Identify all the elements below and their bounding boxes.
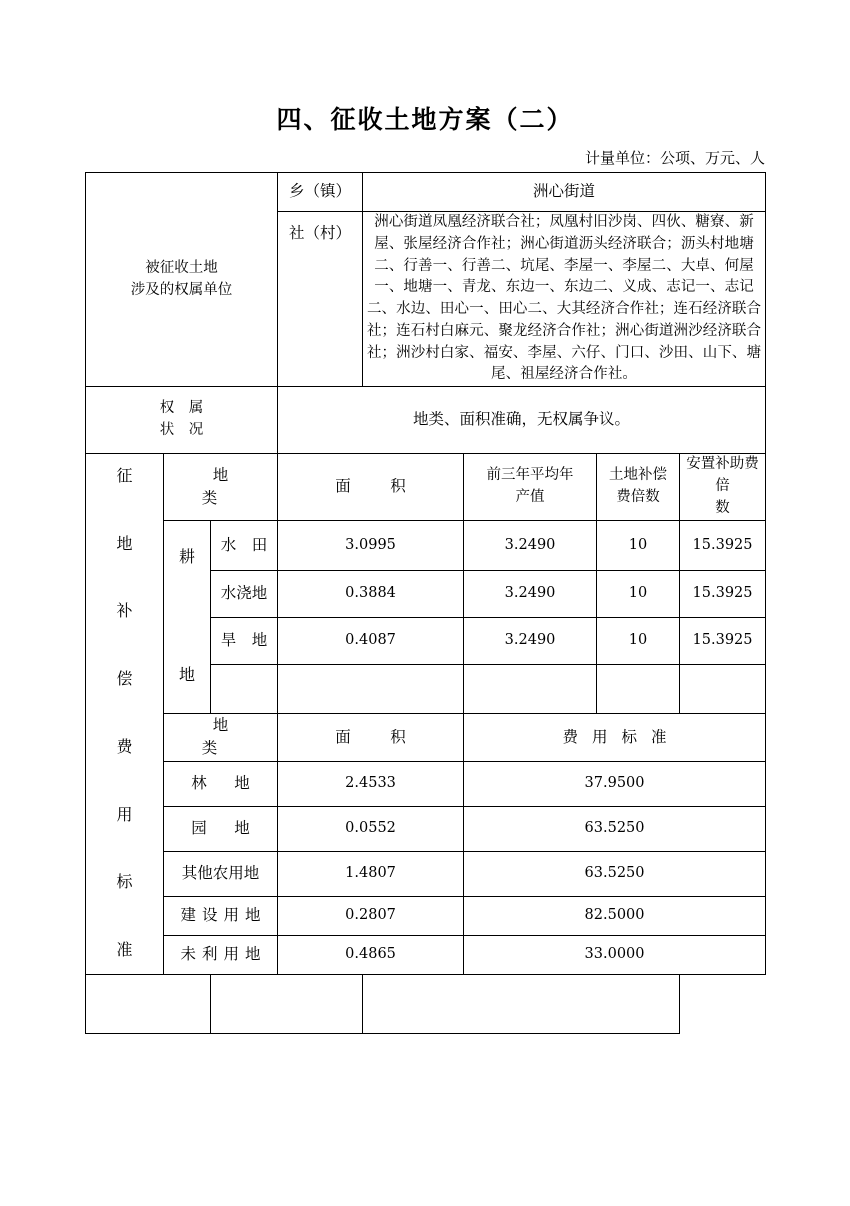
owner-label-cell	[86, 173, 278, 387]
table-row	[86, 936, 766, 975]
table-row-compensation-header	[86, 454, 766, 521]
column-header-avg-yield-line2: 产值	[515, 489, 545, 505]
cultivated-char-1: 地	[178, 665, 195, 684]
cell-land-type	[86, 975, 211, 1034]
cell-land-type-text: 林 地	[191, 774, 256, 793]
page-title: 四、征收土地方案（二）	[276, 105, 574, 134]
cultivated-vertical-label	[164, 537, 210, 697]
column-header-avg-yield	[464, 454, 597, 521]
cell-land-type-text: 园 地	[191, 819, 256, 838]
subcolumn-header-area	[278, 714, 464, 762]
subcolumn-header-land-type	[164, 714, 288, 762]
owner-label-line1: 被征收土地	[145, 259, 218, 276]
cell-land-type	[164, 762, 278, 807]
cell-land-multiplier: 10	[597, 521, 680, 571]
cell-fee-standard: 63.5250	[464, 807, 766, 852]
vertical-char-1: 地	[116, 533, 133, 553]
vertical-char-4: 费	[116, 736, 133, 756]
cell-area: 0.3884	[278, 571, 464, 618]
cell-land-type: 水浇地	[211, 571, 278, 618]
cell-area: 0.4865	[278, 936, 464, 975]
vertical-char-5: 用	[116, 804, 133, 824]
ownership-label-line1: 权 属	[159, 400, 204, 417]
subcolumn-header-fee-standard-text: 费用标准	[562, 727, 681, 746]
cell-land-multiplier: 10	[597, 571, 680, 618]
township-label-cell: 乡（镇）	[278, 173, 363, 212]
subcolumn-header-land-type-text: 地 类	[201, 716, 288, 758]
cell-area: 0.4087	[278, 618, 464, 665]
cell-land-type	[211, 665, 278, 714]
column-header-land-compensation	[597, 454, 680, 521]
column-header-resettle-line2: 数	[715, 499, 730, 516]
township-value-cell: 洲心街道	[363, 173, 766, 212]
table-row	[86, 762, 766, 807]
cultivated-vertical-label-cell	[164, 521, 211, 714]
cell-area: 0.2807	[278, 897, 464, 936]
cell-land-type-text: 建设用地	[180, 906, 267, 925]
cell-area: 1.4807	[278, 852, 464, 897]
cell-land-type	[164, 897, 278, 936]
vertical-char-7: 准	[116, 939, 133, 959]
column-header-area	[278, 454, 464, 521]
cell-fee-standard: 63.5250	[464, 852, 766, 897]
compensation-vertical-label-cell	[86, 454, 164, 975]
column-header-resettlement	[680, 454, 766, 521]
measurement-unit-line: 计量单位：公项、万元、人	[584, 149, 765, 167]
cell-land-type	[164, 936, 278, 975]
cell-land-type: 水 田	[211, 521, 278, 571]
cell-land-multiplier	[597, 665, 680, 714]
village-value-cell: 洲心街道凤凰经济联合社；凤凰村旧沙岗、四伙、糖寮、新屋、张屋经济合作社；洲心街道沥头经济联合；沥头村地塘二、行善一、行善二、坑尾、李屋一、李屋二、大卓、何屋一、地塘一、青龙、东边一、东边二、义成、志记一、志记二、水边、田心一、田心二、大其经济合作社；连石经济联合社；连石村白麻元、聚龙经济合作社；洲心街道洲沙经济联合社；洲沙村白家、福安、李屋、六仔、门口、沙田、山下、塘尾、祖屋经济合作社。	[363, 212, 766, 387]
cell-resettle-multiplier: 15.3925	[680, 618, 766, 665]
column-header-resettle-line1: 安置补助费倍	[686, 456, 759, 495]
village-label-cell: 社（村）	[278, 212, 363, 387]
vertical-char-0: 征	[116, 466, 133, 485]
compensation-vertical-label	[86, 454, 163, 974]
table-row	[86, 807, 766, 852]
cell-land-type: 旱 地	[211, 618, 278, 665]
table-row	[86, 521, 766, 571]
cell-resettle-multiplier: 15.3925	[680, 521, 766, 571]
table-row-ownership-status	[86, 387, 766, 454]
subcolumn-header-area-text: 面 积	[335, 727, 418, 746]
land-acquisition-table-wrapper	[85, 172, 765, 1034]
vertical-char-3: 偿	[116, 669, 133, 689]
cell-resettle-multiplier	[680, 665, 766, 714]
column-header-land-comp-line2: 费倍数	[616, 489, 660, 505]
cell-area	[211, 975, 363, 1034]
cell-fee-standard: 37.9500	[464, 762, 766, 807]
vertical-char-6: 标	[116, 872, 133, 892]
cell-fee-standard: 33.0000	[464, 936, 766, 975]
cell-land-type	[164, 807, 278, 852]
cell-land-type-text: 未利用地	[180, 945, 267, 964]
cell-avg-yield: 3.2490	[464, 571, 597, 618]
cultivated-char-0: 耕	[178, 547, 195, 566]
vertical-char-2: 补	[116, 601, 133, 621]
cell-fee-standard: 82.5000	[464, 897, 766, 936]
owner-label-line2: 涉及的权属单位	[130, 281, 233, 298]
cell-land-type: 其他农用地	[164, 852, 278, 897]
table-row	[86, 852, 766, 897]
cell-fee-standard	[363, 975, 680, 1034]
table-row-township	[86, 173, 766, 212]
subcolumn-header-fee-standard	[464, 714, 766, 762]
cell-avg-yield: 3.2490	[464, 618, 597, 665]
column-header-land-type-text: 地 类	[201, 465, 288, 507]
cell-area: 3.0995	[278, 521, 464, 571]
column-header-avg-yield-line1: 前三年平均年	[486, 467, 574, 484]
cell-resettle-multiplier: 15.3925	[680, 571, 766, 618]
column-header-land-type	[164, 454, 288, 521]
table-row	[86, 897, 766, 936]
cell-avg-yield: 3.2490	[464, 521, 597, 571]
cell-area	[278, 665, 464, 714]
land-acquisition-table	[85, 172, 766, 1034]
table-row	[86, 975, 766, 1034]
column-header-area-text: 面 积	[335, 477, 418, 496]
cell-land-multiplier: 10	[597, 618, 680, 665]
ownership-value-cell: 地类、面积准确，无权属争议。	[278, 387, 766, 454]
ownership-label-cell	[86, 387, 278, 454]
table-row-fee-subheader	[86, 714, 766, 762]
ownership-label-line2: 状 况	[159, 422, 204, 438]
cell-avg-yield	[464, 665, 597, 714]
cell-area: 0.0552	[278, 807, 464, 852]
cell-area: 2.4533	[278, 762, 464, 807]
column-header-land-comp-line1: 土地补偿	[609, 467, 668, 484]
